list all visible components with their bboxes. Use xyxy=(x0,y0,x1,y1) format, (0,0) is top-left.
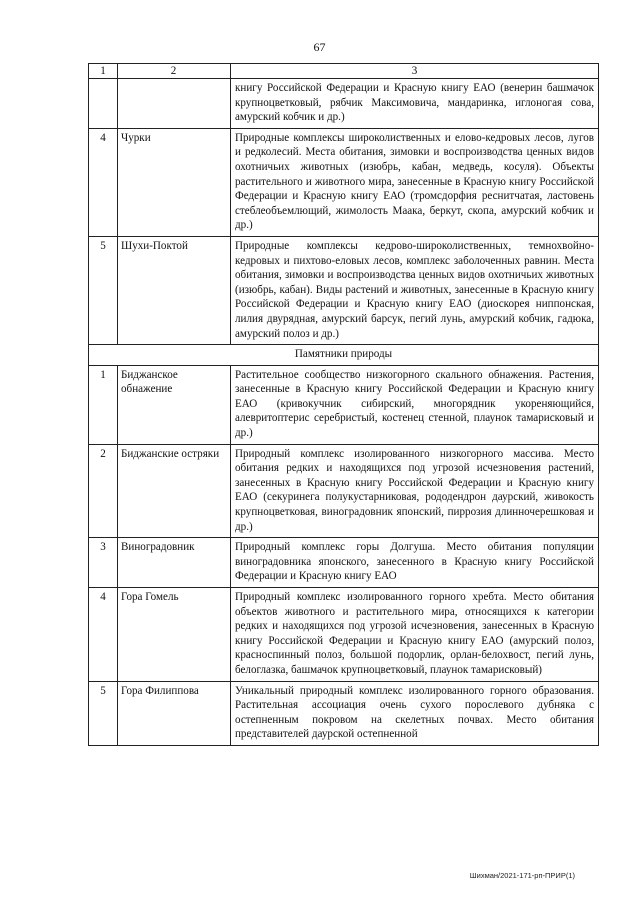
header-col-3: 3 xyxy=(231,64,599,79)
table-row xyxy=(89,444,599,538)
table-row xyxy=(89,365,599,444)
row-number: 5 xyxy=(89,236,118,344)
table-row xyxy=(89,588,599,682)
row-number: 4 xyxy=(89,588,118,682)
row-name: Чурки xyxy=(118,128,231,236)
table-row xyxy=(89,79,599,129)
row-name: Виноградовник xyxy=(118,538,231,588)
row-description: Природный комплекс изолированного низкогорного массива. Место обитания редких и находящихся под угрозой исчезновения растений, занесенных в Красную книгу Российской Федерации и Красную книгу ЕАО (секуринега полукустарниковая, рододендрон даурский, живокость крупноцветковая, виноградовник японский, пиррозия длинночерешковая и др.) xyxy=(231,444,599,538)
row-name: Биджанские остряки xyxy=(118,444,231,538)
row-name: Биджанское обнажение xyxy=(118,365,231,444)
row-description: Природный комплекс изолированного горного хребта. Место обитания объектов животного и растительного мира, относящихся к категории редких и находящихся под угрозой исчезновения, занесенных в Красную книгу Российской Федерации и Красную книгу ЕАО (амурский полоз, красноспинный полоз, большой подорлик, орлан-белохвост, пегий лунь, белоглазка, башмачок крупноцветковый, плаунок тамарисковый) xyxy=(231,588,599,682)
nature-table xyxy=(88,63,599,746)
row-name: Гора Филиппова xyxy=(118,681,231,745)
table-header-row xyxy=(89,64,599,79)
row-description: Природные комплексы кедрово-широколиственных, темнохвойно-кедровых и пихтово-еловых лесов, комплекс заболоченных равнин. Места обитания, зимовки и воспроизводства ценных видов охотничьих животных (изюбрь, кабан). Виды растений и животных, занесенные в Красную книгу Российской Федерации и Красную книгу ЕАО (диоскорея ниппонская, лилия двурядная, амурский барсук, пегий лунь, амурский кобчик, гадюка, амурский полоз и др.) xyxy=(231,236,599,344)
row-number: 5 xyxy=(89,681,118,745)
page-number: 67 xyxy=(313,40,326,54)
table-row xyxy=(89,681,599,745)
header-col-1: 1 xyxy=(89,64,118,79)
row-number: 4 xyxy=(89,128,118,236)
header-col-2: 2 xyxy=(118,64,231,79)
row-number: 3 xyxy=(89,538,118,588)
row-name: Гора Гомель xyxy=(118,588,231,682)
row-description: Природные комплексы широколиственных и елово-кедровых лесов, лугов и редколесий. Места обитания, зимовки и воспроизводства ценных видов охотничьих животных (изюбрь, кабан, медведь, косуля). Объекты растительного и животного мира, занесенные в Красную книгу Российской Федерации и Красную книгу ЕАО (тромсдорфия реснитчатая, ластовень стеблеобъемлющий, жимолость Маака, беркут, скопа, амурский кобчик и др.) xyxy=(231,128,599,236)
row-number xyxy=(89,79,118,129)
row-description: Природный комплекс горы Долгуша. Место обитания популяции виноградовника японского, занесенного в Красную книгу Российской Федерации и Красную книгу ЕАО xyxy=(231,538,599,588)
section-title: Памятники природы xyxy=(89,345,599,366)
row-description: книгу Российской Федерации и Красную книгу ЕАО (венерин башмачок крупноцветковый, рябчик Максимовича, мандаринка, иглоногая сова, амурский кобчик и др.) xyxy=(231,79,599,129)
row-name xyxy=(118,79,231,129)
document-footer-code: Шихман/2021-171-рп-ПРИР(1) xyxy=(469,871,575,880)
table-row xyxy=(89,128,599,236)
row-description: Растительное сообщество низкогорного скального обнажения. Растения, занесенные в Красную книгу Российской Федерации и Красную книгу ЕАО (кривокучник сибирский, многорядник укореняющийся, алевритоптерис серебристый, костенец стенной, плаунок тамарисковый и др.) xyxy=(231,365,599,444)
row-number: 1 xyxy=(89,365,118,444)
section-row xyxy=(89,345,599,366)
table-row xyxy=(89,236,599,344)
row-description: Уникальный природный комплекс изолированного горного образования. Растительная ассоциация очень сухого порослевого дубняка с остепненным покровом на скелетных почвах. Место обитания представителей даурской остепненной xyxy=(231,681,599,745)
row-name: Шухи-Поктой xyxy=(118,236,231,344)
table-row xyxy=(89,538,599,588)
row-number: 2 xyxy=(89,444,118,538)
